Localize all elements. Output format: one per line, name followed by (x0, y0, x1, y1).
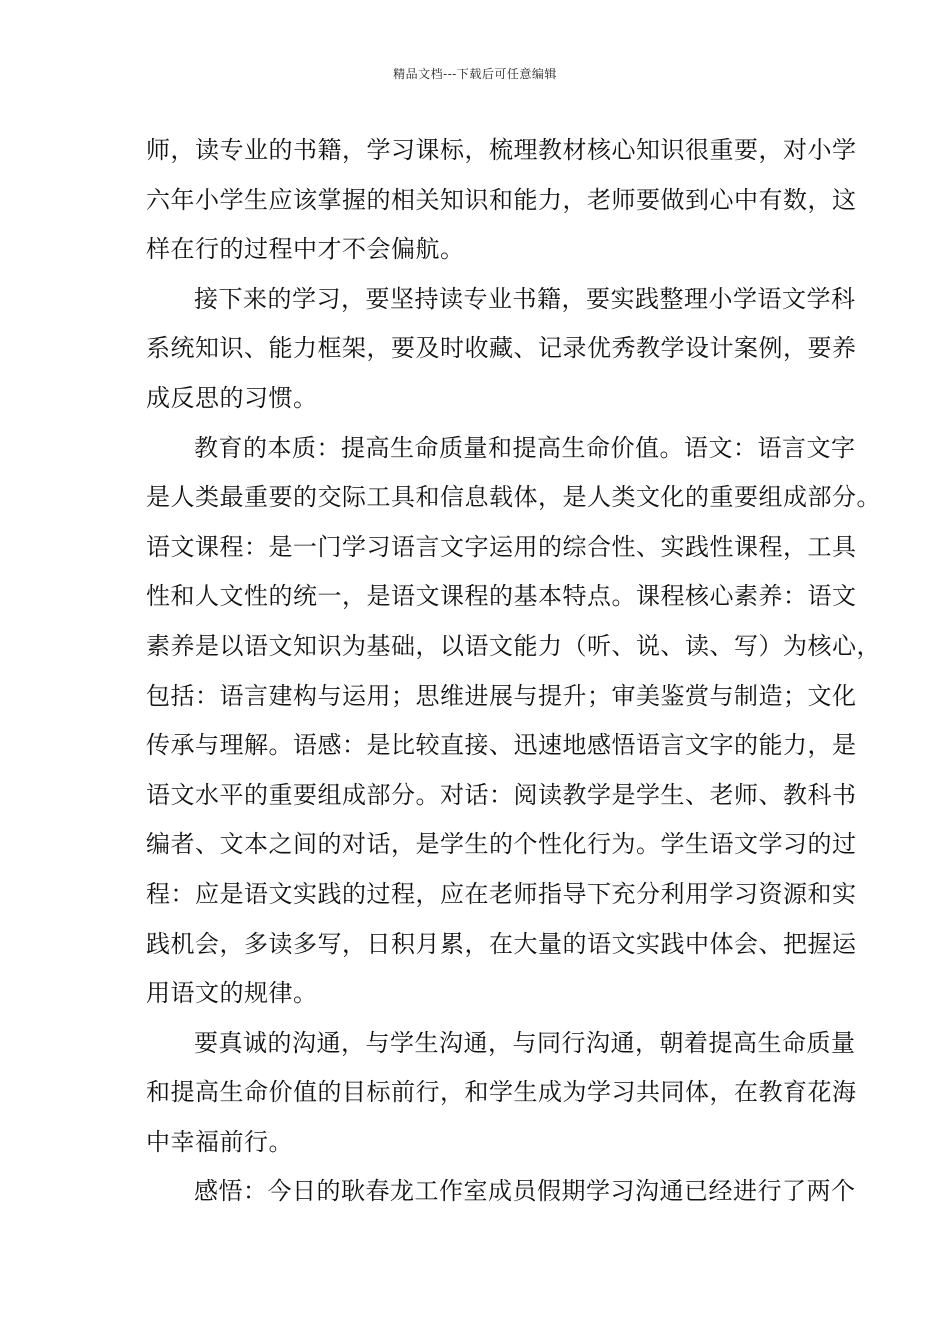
text-line: 素养是以语文知识为基础，以语文能力（听、说、读、写）为核心， (146, 631, 881, 660)
page-header: 精品文档---下载后可任意编辑 (393, 67, 557, 81)
paragraph (146, 1167, 856, 1217)
text-line: 教育的本质：提高生命质量和提高生命价值。语文：语言文字 (194, 433, 856, 462)
text-line: 语文水平的重要组成部分。对话：阅读教学是学生、老师、教科书 (146, 780, 857, 809)
document-body (146, 126, 881, 1217)
text-line: 语文课程：是一门学习语言文字运用的综合性、实践性课程，工具 (146, 532, 857, 561)
text-line: 要真诚的沟通，与学生沟通，与同行沟通，朝着提高生命质量 (194, 1028, 856, 1057)
text-line: 性和人文性的统一，是语文课程的基本特点。课程核心素养：语文 (146, 582, 857, 611)
text-line: 感悟：今日的耿春龙工作室成员假期学习沟通已经进行了两个 (194, 1177, 856, 1206)
text-line: 和提高生命价值的目标前行，和学生成为学习共同体，在教育花海 (146, 1078, 857, 1107)
text-line: 传承与理解。语感：是比较直接、迅速地感悟语言文字的能力，是 (146, 731, 857, 760)
text-line: 样在行的过程中才不会偏航。 (146, 235, 465, 264)
text-line: 中幸福前行。 (146, 1127, 293, 1156)
text-line: 系统知识、能力框架，要及时收藏、记录优秀教学设计案例，要养 (146, 334, 857, 363)
text-line: 成反思的习惯。 (146, 383, 318, 412)
text-line: 包括：语言建构与运用；思维进展与提升；审美鉴赏与制造；文化 (146, 681, 857, 710)
paragraph (146, 126, 857, 275)
text-line: 践机会，多读多写，日积月累，在大量的语文实践中体会、把握运 (146, 929, 857, 958)
text-line: 六年小学生应该掌握的相关知识和能力，老师要做到心中有数，这 (146, 185, 857, 214)
text-line: 是人类最重要的交际工具和信息载体，是人类文化的重要组成部分。 (146, 483, 881, 512)
text-line: 程：应是语文实践的过程，应在老师指导下充分利用学习资源和实 (146, 879, 857, 908)
text-line: 编者、文本之间的对话，是学生的个性化行为。学生语文学习的过 (146, 830, 857, 859)
text-line: 接下来的学习，要坚持读专业书籍，要实践整理小学语文学科 (194, 284, 856, 313)
paragraph (146, 424, 881, 1019)
text-line: 用语文的规律。 (146, 979, 318, 1008)
paragraph (146, 275, 857, 424)
text-line: 师，读专业的书籍，学习课标，梳理教材核心知识很重要，对小学 (146, 136, 857, 164)
paragraph (146, 1019, 857, 1168)
